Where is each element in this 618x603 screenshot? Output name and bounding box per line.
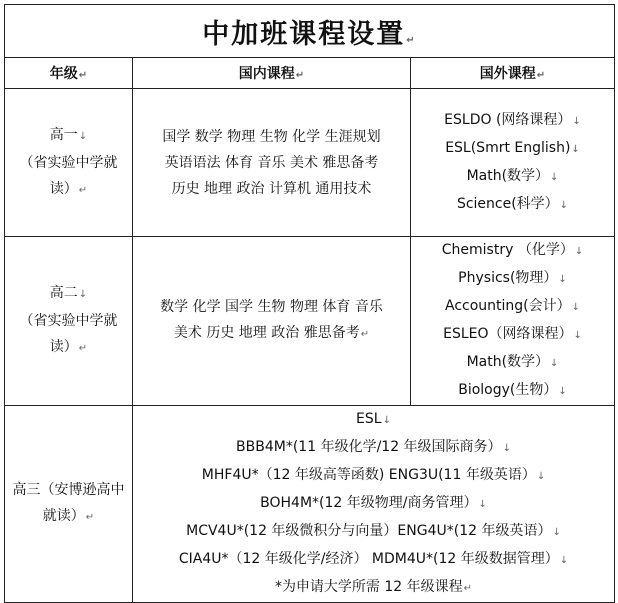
international-courses-cell: ESLDO (网络课程）↓ ESL(Smrt English)↓ Math(数学）↓ Science(科学）↓ [411,89,615,237]
table-title: 中加班课程设置 [202,18,406,50]
grade-cell: 高一↓ （省实验中学就 读）↵ [5,89,133,237]
table-title-cell [5,5,615,58]
course-table [4,4,615,603]
table-row-grade-2 [5,237,615,406]
header-domestic: 国内课程↵ [133,58,411,89]
grade-cell: 高二↓ （省实验中学就 读）↵ [5,237,133,406]
table-row-grade-3 [5,406,615,603]
title-row [5,5,615,58]
international-courses-cell: Chemistry （化学）↓ Physics(物理）↓ Accounting(会计）↓ ESLEO（网络课程）↓ Math(数学）↓ Biology(生物）↓ [411,237,615,406]
domestic-courses-cell: 数学 化学 国学 生物 物理 体育 音乐 美术 历史 地理 政治 雅思备考↵ [133,237,411,406]
header-grade: 年级↵ [5,58,133,89]
header-international: 国外课程↵ [411,58,615,89]
table-row-grade-1 [5,89,615,237]
grade-3-courses-cell: ESL↓ BBB4M*(11 年级化学/12 年级国际商务）↓ MHF4U*（12 年级高等函数) ENG3U(11 年级英语）↓ BOH4M*(12 年级物理/商务管理）↓ MCV4U*(12 年级微积分与向量）ENG4U*(12 年级英语）↓ CIA4U*（12 年级化学/经济） MDM4U*(12 年级数据管理）↓ *为申请大学所需 12 年级课程↵ [133,406,615,603]
domestic-courses-cell: 国学 数学 物理 生物 化学 生涯规划 英语语法 体育 音乐 美术 雅思备考 历史 地理 政治 计算机 通用技术 [133,89,411,237]
return-mark: ↵ [406,34,417,46]
grade-cell: 高三（安博逊高中 就读）↵ [5,406,133,603]
header-row [5,58,615,89]
